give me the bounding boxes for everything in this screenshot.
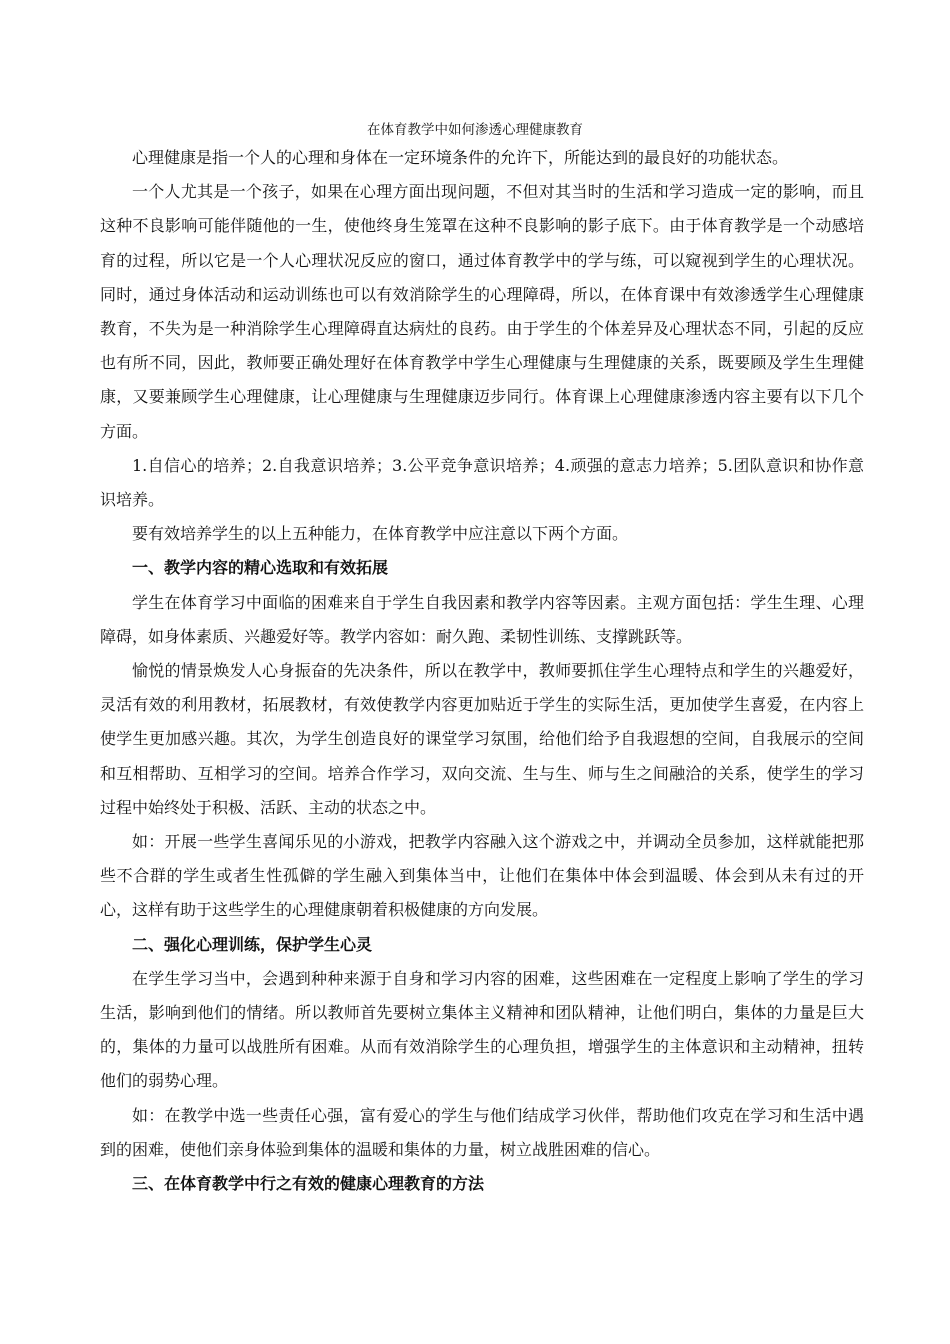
- section-heading-1: 一、教学内容的精心选取和有效拓展: [132, 558, 389, 578]
- paragraph-example-partners: 如：在教学中选一些责任心强，富有爱心的学生与他们结成学习伙伴，帮助他们攻克在学习和生活中遇到的困难，使他们亲身体验到集体的温暖和集体的力量，树立战胜困难的信心。: [100, 1105, 864, 1159]
- paragraph-two-aspects: 要有效培养学生的以上五种能力，在体育教学中应注意以下两个方面。: [132, 524, 629, 544]
- paragraph-collective-spirit: 在学生学习当中，会遇到种种来源于自身和学习内容的困难，这些困难在一定程度上影响了学生的学习生活，影响到他们的情绪。所以教师首先要树立集体主义精神和团队精神，让他们明白，集体的力量是巨大的，集体的力量可以战胜所有困难。从而有效消除学生的心理负担，增强学生的主体意识和主动精神，扭转他们的弱势心理。: [100, 968, 864, 1091]
- section-heading-3: 三、在体育教学中行之有效的健康心理教育的方法: [132, 1174, 485, 1194]
- section-heading-2: 二、强化心理训练，保护学生心灵: [132, 934, 373, 954]
- document-body: [100, 141, 864, 1201]
- paragraph-example-games: 如：开展一些学生喜闻乐见的小游戏，把教学内容融入这个游戏之中，并调动全员参加，这样就能把那些不合群的学生或者生性孤僻的学生融入到集体当中，让他们在集体中体会到温暖、体会到从未有过的开心，这样有助于这些学生的心理健康朝着积极健康的方向发展。: [100, 832, 864, 920]
- paragraph-difficulties: 学生在体育学习中面临的困难来自于学生自我因素和教学内容等因素。主观方面包括：学生生理、心理障碍，如身体素质、兴趣爱好等。教学内容如：耐久跑、柔韧性训练、支撑跳跃等。: [100, 592, 864, 646]
- paragraph-definition: 心理健康是指一个人的心理和身体在一定环境条件的允许下，所能达到的最良好的功能状态。: [132, 148, 789, 167]
- document-title: 在体育教学中如何渗透心理健康教育: [367, 122, 583, 138]
- paragraph-teaching-content: 愉悦的情景焕发人心身振奋的先决条件，所以在教学中，教师要抓住学生心理特点和学生的兴趣爱好，灵活有效的利用教材，拓展教材，有效使教学内容更加贴近于学生的实际生活，更加使学生喜爱，在内容上使学生更加感兴趣。其次，为学生创造良好的课堂学习氛围，给他们给予自我遐想的空间，自我展示的空间和互相帮助、互相学习的空间。培养合作学习，双向交流、生与生、师与生之间融洽的关系，使学生的学习过程中始终处于积极、活跃、主动的状态之中。: [100, 661, 864, 817]
- paragraph-five-aspects: 1.自信心的培养；2.自我意识培养；3.公平竞争意识培养；4.顽强的意志力培养；5.团队意识和协作意识培养。: [100, 455, 864, 510]
- paragraph-intro: 一个人尤其是一个孩子，如果在心理方面出现问题，不但对其当时的生活和学习造成一定的影响，而且这种不良影响可能伴随他的一生，使他终身生笼罩在这种不良影响的影子底下。由于体育教学是一个动感培育的过程，所以它是一个人心理状况反应的窗口，通过体育教学中的学与练，可以窥视到学生的心理状况。同时，通过身体活动和运动训练也可以有效消除学生的心理障碍，所以，在体育课中有效渗透学生心理健康教育，不失为是一种消除学生心理障碍直达病灶的良药。由于学生的个体差异及心理状态不同，引起的反应也有所不同，因此，教师要正确处理好在体育教学中学生心理健康与生理健康的关系，既要顾及学生生理健康，又要兼顾学生心理健康，让心理健康与生理健康迈步同行。体育课上心理健康渗透内容主要有以下几个方面。: [100, 182, 864, 441]
